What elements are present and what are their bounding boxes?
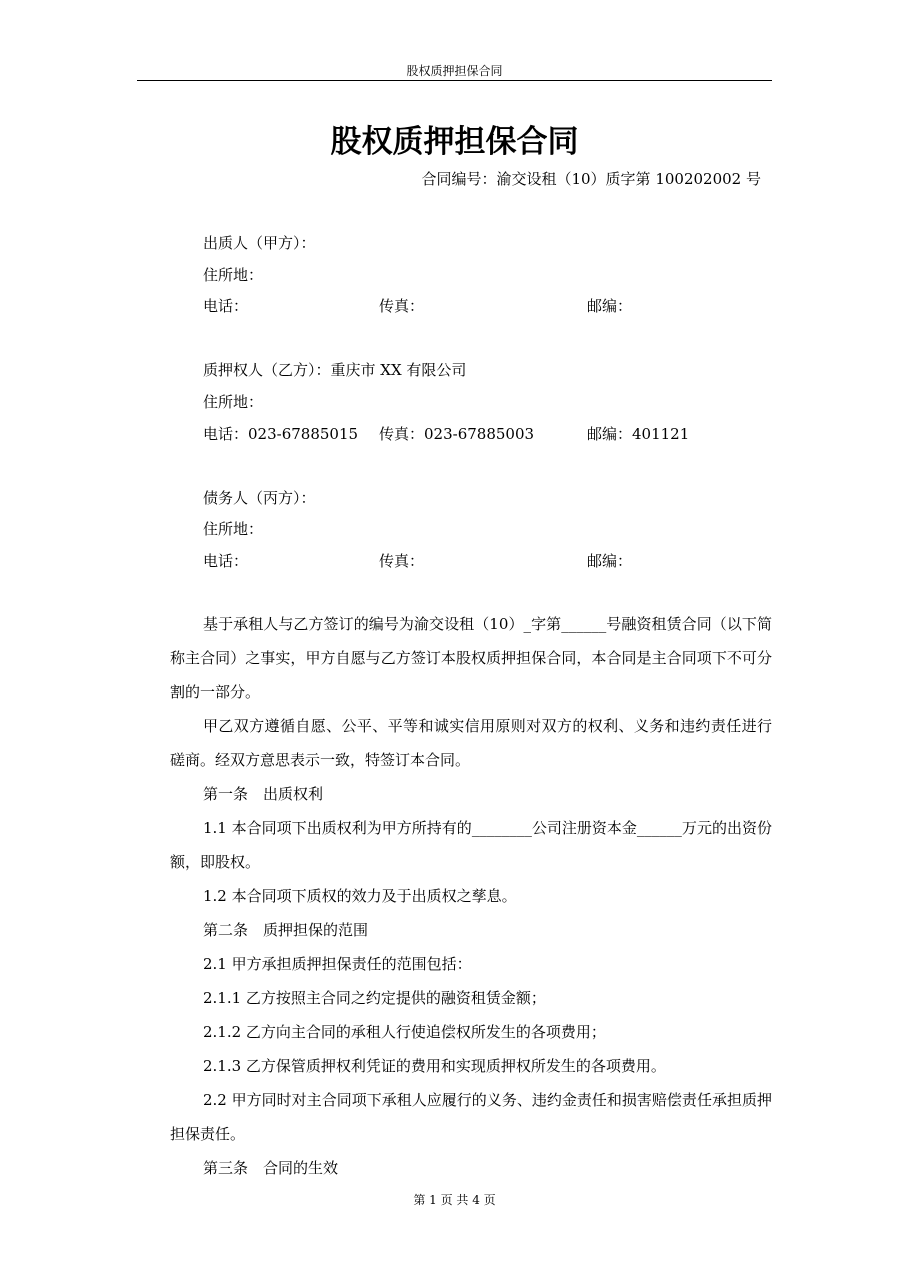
party-c-name: 债务人（丙方）： — [203, 489, 316, 507]
page-footer: 第 1 页 共 4 页 — [413, 1193, 496, 1207]
preamble-paragraph: 基于承租人与乙方签订的编号为渝交设租（10）_字第______号融资租赁合同（以下简称主合同）之事实，甲方自愿与乙方签订本股权质押担保合同，本合同是主合同项下不可分割的一部分。 — [170, 615, 772, 701]
party-c-postcode: 邮编： — [587, 552, 633, 570]
running-header: 股权质押担保合同 — [406, 64, 503, 78]
article-3-heading: 第三条 合同的生效 — [203, 1159, 339, 1177]
party-a-phone: 电话： — [203, 297, 249, 315]
clause-2-1: 2.1 甲方承担质押担保责任的范围包括： — [203, 955, 472, 973]
document-title: 股权质押担保合同 — [330, 124, 579, 160]
party-c-fax: 传真： — [379, 552, 425, 570]
clause-1-1: 1.1 本合同项下出质权利为甲方所持有的________公司注册资本金______万元的出资份额，即股权。 — [170, 819, 772, 871]
party-b-phone: 电话：023-67885015 — [203, 425, 359, 443]
contract-body — [170, 607, 772, 1185]
party-c-address: 住所地： — [203, 520, 264, 538]
party-a-postcode: 邮编： — [587, 297, 633, 315]
contract-number: 合同编号：渝交设租（10）质字第 100202002 号 — [421, 170, 761, 188]
party-a-address: 住所地： — [203, 266, 264, 284]
header-rule — [137, 80, 772, 81]
party-c-phone: 电话： — [203, 552, 249, 570]
party-a-fax: 传真： — [379, 297, 425, 315]
clause-2-1-1: 2.1.1 乙方按照主合同之约定提供的融资租赁金额； — [203, 989, 546, 1007]
principle-paragraph: 甲乙双方遵循自愿、公平、平等和诚实信用原则对双方的权利、义务和违约责任进行磋商。经双方意思表示一致，特签订本合同。 — [170, 717, 772, 769]
clause-2-1-3: 2.1.3 乙方保管质押权利凭证的费用和实现质押权所发生的各项费用。 — [203, 1057, 666, 1075]
party-a-name: 出质人（甲方）： — [203, 234, 316, 252]
party-b-postcode: 邮编：401121 — [587, 425, 690, 443]
party-b-fax: 传真：023-67885003 — [379, 425, 535, 443]
party-b-address: 住所地： — [203, 393, 264, 411]
article-2-heading: 第二条 质押担保的范围 — [203, 921, 369, 939]
clause-2-1-2: 2.1.2 乙方向主合同的承租人行使追偿权所发生的各项费用； — [203, 1023, 606, 1041]
party-b-name: 质押权人（乙方）：重庆市 XX 有限公司 — [203, 361, 467, 379]
article-1-heading: 第一条 出质权利 — [203, 785, 324, 803]
clause-1-2: 1.2 本合同项下质权的效力及于出质权之孳息。 — [203, 887, 517, 905]
clause-2-2: 2.2 甲方同时对主合同项下承租人应履行的义务、违约金责任和损害赔偿责任承担质押担保责任。 — [170, 1091, 772, 1143]
